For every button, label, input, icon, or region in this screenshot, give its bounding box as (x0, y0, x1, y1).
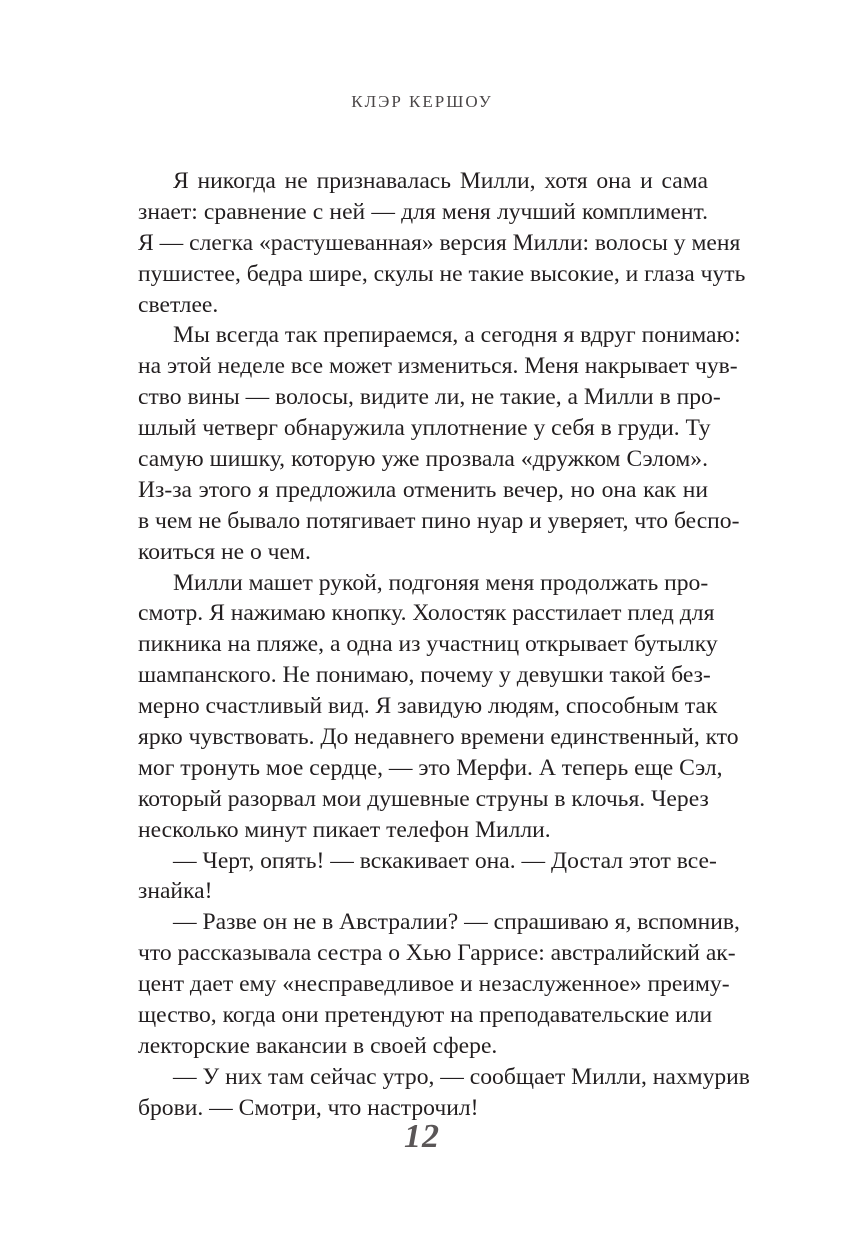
text-line: знает: сравнение с ней — для меня лучший комплимент. (138, 198, 708, 225)
text-line: ство вины — волосы, видите ли, не такие, а Милли в про- (138, 384, 721, 411)
text-line: брови. — Смотри, что настрочил! (138, 1094, 479, 1121)
text-line: Я никогда не признавалась Милли, хотя она и сама (173, 168, 708, 194)
text-line: Мы всегда так препираемся, а сегодня я вдруг понимаю: (173, 322, 741, 349)
text-line: лекторские вакансии в своей сфере. (138, 1032, 498, 1059)
text-line: шлый четверг обнаружила уплотнение у себя в груди. Ту (138, 415, 711, 442)
text-line: мог тронуть мое сердце, — это Мерфи. А теперь еще Сэл, (138, 754, 723, 781)
text-line: — Черт, опять! — вскакивает она. — Достал этот все- (173, 847, 717, 874)
text-line: щество, когда они претендуют на преподавательские или (138, 1002, 713, 1029)
text-line: Милли машет рукой, подгоняя меня продолжать про- (173, 569, 709, 596)
text-line: что рассказывала сестра о Хью Гаррисе: австралийский ак- (138, 940, 736, 967)
text-line: коиться не о чем. (138, 538, 311, 565)
text-line: Из-за этого я предложила отменить вечер, но она как ни (138, 476, 708, 503)
text-line: шампанского. Не понимаю, почему у девушки такой без- (138, 662, 711, 689)
text-line: знайка! (138, 878, 213, 905)
text-line: светлее. (138, 291, 219, 318)
text-line: на этой неделе все может измениться. Меня накрывает чув- (138, 353, 738, 380)
page-number: 12 (404, 1118, 440, 1155)
body-text (138, 166, 750, 1124)
text-line: который разорвал мои душевные струны в клочья. Через (138, 785, 709, 812)
text-line: пикника на пляже, а одна из участниц открывает бутылку (138, 631, 718, 658)
text-line: — Разве он не в Австралии? — спрашиваю я, вспомнив, (173, 909, 740, 936)
text-line: цент дает ему «несправедливое и незаслуженное» преиму- (138, 971, 730, 998)
text-line: мерно счастливый вид. Я завидую людям, способным так (138, 693, 718, 720)
running-head: КЛЭР КЕРШОУ (351, 92, 493, 111)
text-line: ярко чувствовать. До недавнего времени единственный, кто (138, 724, 739, 751)
text-line: смотр. Я нажимаю кнопку. Холостяк расстилает плед для (138, 600, 715, 627)
text-line: несколько минут пикает телефон Милли. (138, 816, 551, 843)
text-line: в чем не бывало потягивает пино нуар и уверяет, что беспо- (138, 507, 740, 534)
text-line: — У них там сейчас утро, — сообщает Милли, нахмурив (173, 1063, 750, 1090)
text-line: пушистее, бедра шире, скулы не такие высокие, и глаза чуть (138, 260, 746, 287)
text-line: Я — слегка «растушеванная» версия Милли: волосы у меня (138, 229, 741, 256)
text-line: самую шишку, которую уже прозвала «дружком Сэлом». (138, 446, 708, 473)
